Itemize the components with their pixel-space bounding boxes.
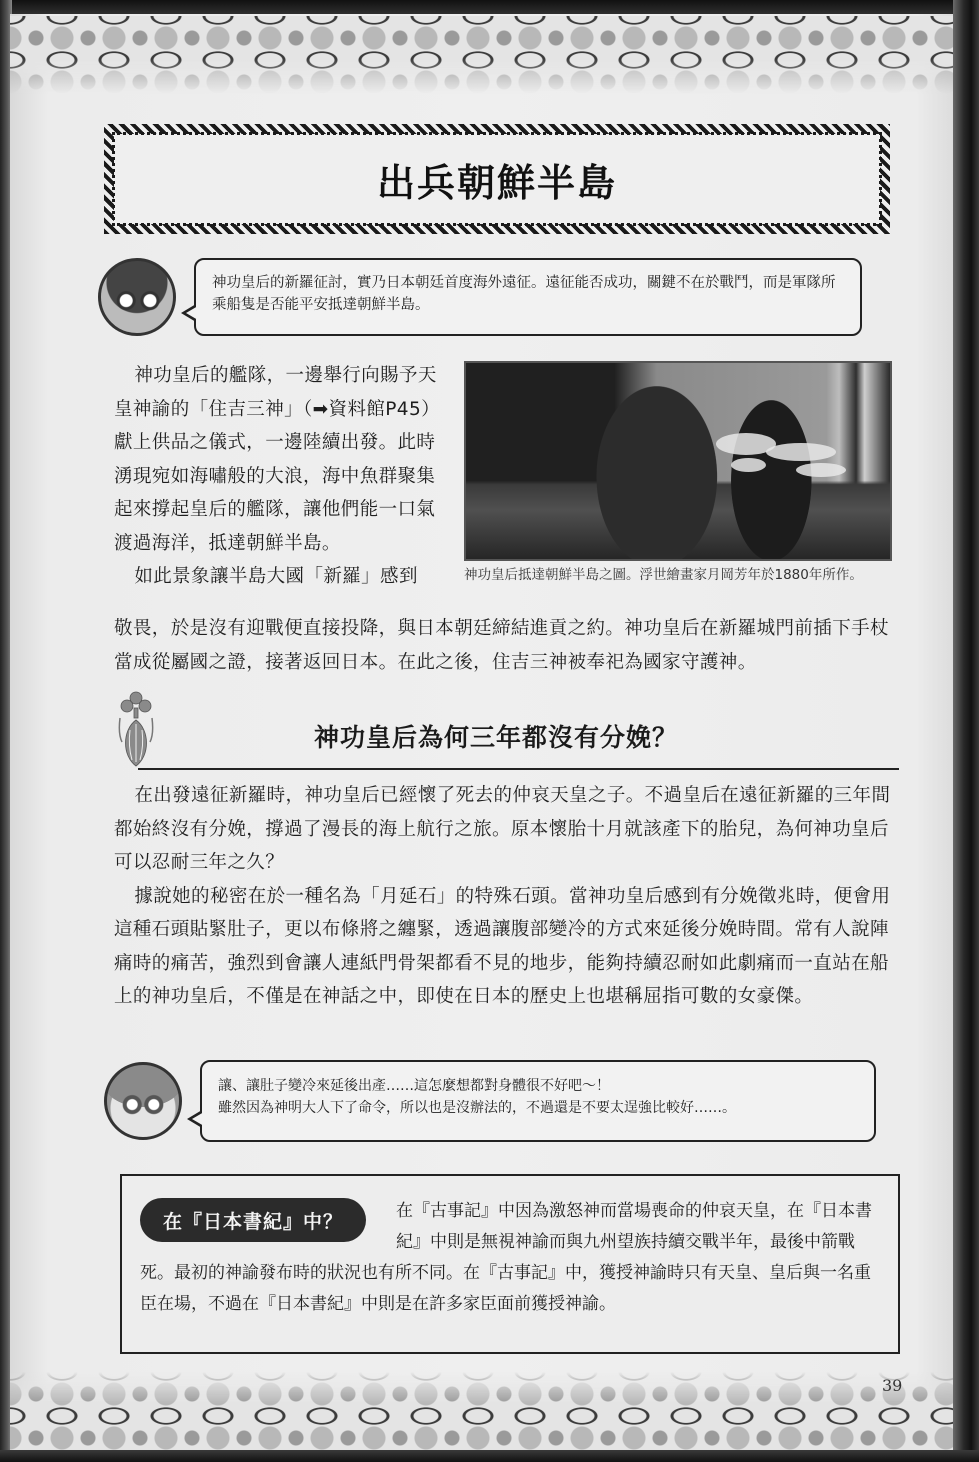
section2-body bbox=[114, 779, 904, 1014]
section2-paragraph-2: 據說她的秘密在於一種名為「月延石」的特殊石頭。當神功皇后感到有分娩徵兆時，便會用這種石頭貼緊肚子，更以布條將之纏緊，透過讓腹部變冷的方式來延後分娩時間。常有人說陣痛時的痛苦，強烈到會讓人連紙門骨架都看不見的地步，能夠持續忍耐如此劇痛而一直站在船上的神功皇后，不僅是在神話之中，即使在日本的歷史上也堪稱屈指可數的女豪傑。 bbox=[114, 885, 891, 1007]
heading-rule bbox=[138, 768, 899, 770]
section1-paragraph-1: 神功皇后的艦隊，一邊舉行向賜予天皇神諭的「住吉三神」（➡資料館P45）獻上供品之儀式，一邊陸續出發。此時湧現宛如海嘯般的大浪，海中魚群聚集起來撐起皇后的艦隊，讓他們能一口氣渡過海洋，抵達朝鮮半島。 bbox=[114, 365, 441, 554]
page-number: 39 bbox=[882, 1376, 903, 1395]
intro-speech-bubble bbox=[194, 258, 862, 336]
girl-character-avatar-icon bbox=[104, 1062, 182, 1140]
title-frame bbox=[104, 124, 890, 234]
comment-line-1: 讓、讓肚子變冷來延後出產……這怎麼想都對身體很不好吧～！ bbox=[218, 1078, 610, 1094]
sidebar-text: 在『古事記』中因為激怒神而當場喪命的仲哀天皇，在『日本書紀』中則是無視神諭而與九州望族持續交戰半年，最後中箭戰死。最初的神諭發布時的狀況也有所不同。在『古事記』中，獲授神諭時只有天皇、皇后與一名重臣在場，不過在『日本書紀』中則是在許多家臣面前獲授神諭。 bbox=[140, 1201, 872, 1314]
intro-speech bbox=[98, 258, 862, 336]
comment-speech bbox=[104, 1060, 876, 1142]
ornament-vase-icon bbox=[116, 690, 156, 770]
ornamental-footer-band bbox=[10, 1372, 954, 1450]
section2-heading: 神功皇后為何三年都沒有分娩？ bbox=[314, 723, 679, 752]
comment-line-2: 雖然因為神明大人下了命令，所以也是沒辦法的，不過還是不要太逞強比較好……。 bbox=[218, 1100, 736, 1116]
section1-column bbox=[114, 359, 454, 594]
figure-caption: 神功皇后抵達朝鮮半島之圖。浮世繪畫家月岡芳年於1880年所作。 bbox=[464, 567, 863, 583]
section2-paragraph-1: 在出發遠征新羅時，神功皇后已經懷了死去的仲哀天皇之子。不過皇后在遠征新羅的三年間都始終沒有分娩，撐過了漫長的海上航行之旅。原本懷胎十月就該產下的胎兒，為何神功皇后可以忍耐三年之久？ bbox=[114, 785, 891, 873]
page-edge-shadow bbox=[953, 0, 979, 1462]
figure bbox=[464, 361, 894, 585]
book-page bbox=[10, 14, 954, 1450]
page-title: 出兵朝鮮半島 bbox=[376, 159, 617, 205]
ukiyo-e-image bbox=[464, 361, 892, 561]
ornamental-header-band bbox=[10, 16, 954, 94]
section2-heading-row bbox=[114, 690, 899, 770]
section1-paragraph-2-rest: 敬畏，於是沒有迎戰便直接投降，與日本朝廷締結進貢之約。神功皇后在新羅城門前插下手杖當成從屬國之證，接著返回日本。在此之後，住吉三神被奉祀為國家守護神。 bbox=[114, 618, 889, 673]
scan-bottom-edge bbox=[0, 1450, 979, 1462]
comment-speech-bubble bbox=[200, 1060, 876, 1142]
boy-character-avatar-icon bbox=[98, 258, 176, 336]
intro-speech-text: 神功皇后的新羅征討，實乃日本朝廷首度海外遠征。遠征能否成功，關鍵不在於戰鬥，而是軍隊所乘船隻是否能平安抵達朝鮮半島。 bbox=[212, 275, 836, 313]
sidebar-note-box bbox=[120, 1174, 900, 1354]
section1-paragraph-2-start: 如此景象讓半島大國「新羅」感到 bbox=[134, 566, 418, 587]
sidebar-label-pill: 在『日本書紀』中？ bbox=[140, 1198, 366, 1242]
